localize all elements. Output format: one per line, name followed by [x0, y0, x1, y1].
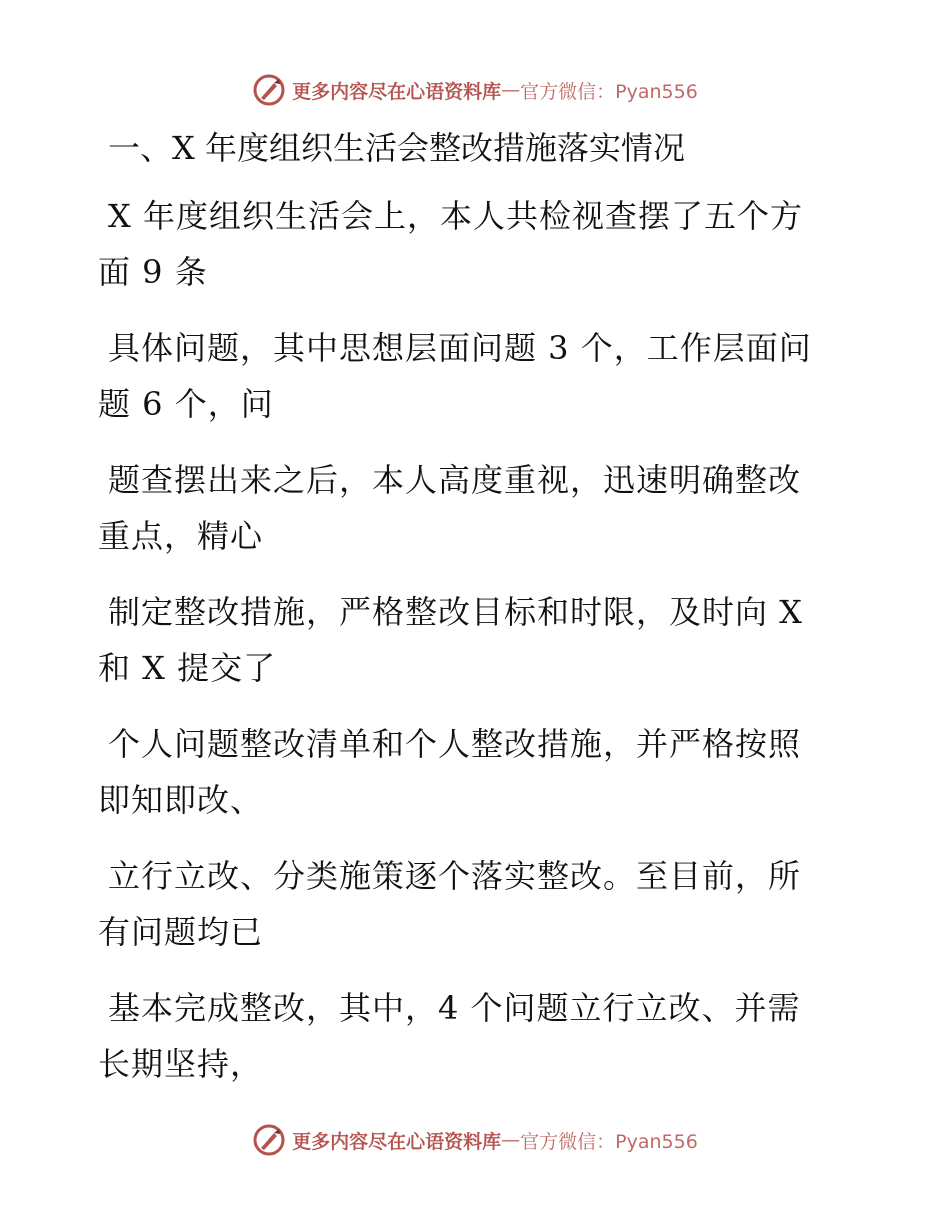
paragraph-line: 面 9 条: [98, 253, 208, 291]
watermark-slogan: 更多内容尽在心语资料库: [292, 80, 502, 103]
paragraph: [98, 320, 858, 432]
paragraph: [98, 188, 858, 300]
watermark-dash: —: [501, 1129, 521, 1151]
paragraph-line: 立行立改、分类施策逐个落实整改。至目前，所: [108, 857, 802, 895]
quill-pen-logo-icon: [252, 73, 286, 107]
watermark-wechat: 官方微信：Pyan556: [520, 80, 698, 103]
paragraph: [98, 716, 858, 828]
paragraph-line: 即知即改、: [98, 781, 264, 819]
paragraph-line: X 年度组织生活会上，本人共检视查摆了五个方: [108, 197, 803, 235]
paragraph: [98, 848, 858, 960]
paragraph-line: 题 6 个，问: [98, 385, 274, 423]
watermark-slogan: 更多内容尽在心语资料库: [292, 1130, 502, 1153]
document-body: [98, 120, 858, 1112]
footer-watermark: [0, 1120, 950, 1160]
quill-pen-logo-icon: [252, 1123, 286, 1157]
section-heading: 一、X 年度组织生活会整改措施落实情况: [108, 129, 685, 167]
paragraph-line: 有问题均已: [98, 913, 264, 951]
header-watermark: [0, 70, 950, 110]
paragraph: [98, 452, 858, 564]
paragraph-line: 具体问题，其中思想层面问题 3 个，工作层面问: [108, 329, 812, 367]
paragraph: [98, 584, 858, 696]
paragraph-line: 长期坚持，: [98, 1045, 264, 1083]
paragraph-line: 制定整改措施，严格整改目标和时限，及时向 X: [108, 593, 803, 631]
paragraph-line: 重点，精心: [98, 517, 264, 555]
paragraph-line: 题查摆出来之后，本人高度重视，迅速明确整改: [108, 461, 802, 499]
watermark-wechat: 官方微信：Pyan556: [520, 1130, 698, 1153]
watermark-dash: —: [501, 79, 521, 101]
paragraph-line: 和 X 提交了: [98, 649, 277, 687]
paragraph-line: 基本完成整改，其中，4 个问题立行立改、并需: [108, 989, 801, 1027]
paragraph: [98, 980, 858, 1092]
paragraph-line: 个人问题整改清单和个人整改措施，并严格按照: [108, 725, 802, 763]
